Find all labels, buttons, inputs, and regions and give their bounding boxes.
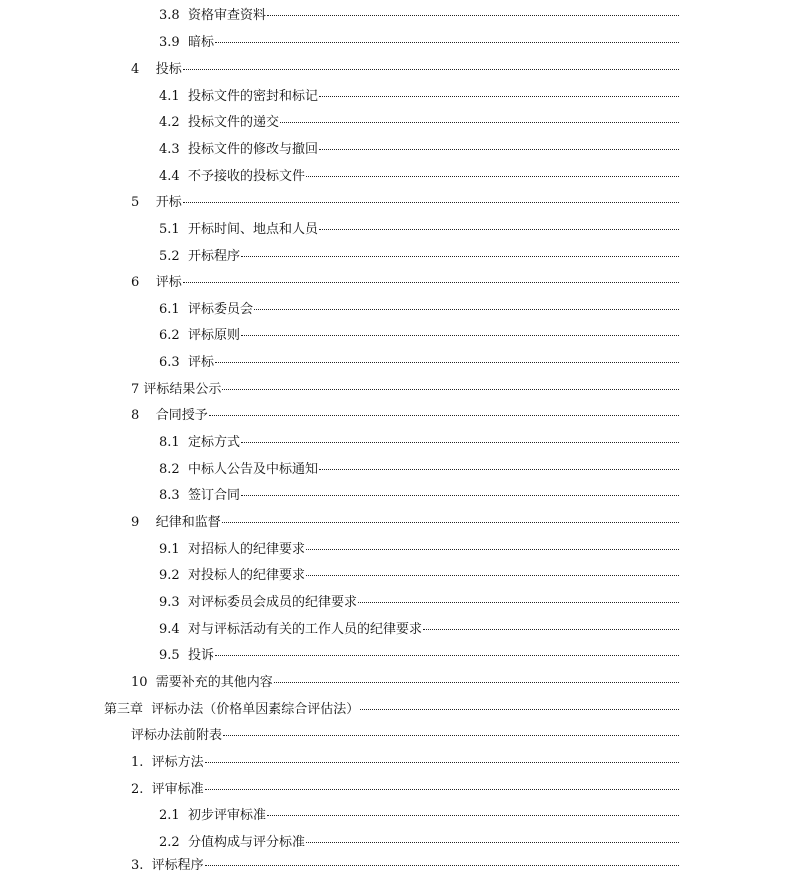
toc-entry-text: 9.1 对招标人的纪律要求	[159, 542, 305, 557]
toc-entry-text: 9.5 投诉	[159, 648, 214, 663]
toc-leader-dots	[215, 362, 679, 363]
toc-entry-text: 5.2 开标程序	[159, 249, 240, 264]
toc-entry[interactable]	[131, 57, 679, 83]
toc-entry-text: 5 开标	[131, 195, 182, 210]
toc-entry-text: 3.9 暗标	[159, 35, 214, 50]
toc-entry-text: 评标办法前附表	[131, 728, 223, 743]
toc-entry[interactable]	[159, 643, 679, 669]
toc-leader-dots	[280, 122, 679, 123]
toc-entry[interactable]	[159, 350, 679, 376]
toc-entry-text: 8 合同授予	[131, 408, 208, 423]
toc-entry[interactable]	[131, 270, 679, 296]
toc-entry[interactable]	[159, 297, 679, 323]
toc-entry[interactable]	[131, 670, 679, 696]
toc-entry[interactable]	[159, 323, 679, 349]
toc-entry[interactable]	[131, 853, 679, 879]
toc-leader-dots	[306, 549, 679, 550]
toc-leader-dots	[241, 335, 679, 336]
toc-leader-dots	[306, 176, 679, 177]
toc-entry-text: 9.3 对评标委员会成员的纪律要求	[159, 595, 357, 610]
toc-entry[interactable]	[159, 590, 679, 616]
toc-leader-dots	[423, 629, 679, 630]
toc-entry[interactable]	[159, 457, 679, 483]
toc-entry[interactable]	[159, 244, 679, 270]
toc-entry[interactable]	[159, 3, 679, 29]
toc-leader-dots	[274, 682, 679, 683]
toc-leader-dots	[319, 96, 679, 97]
toc-entry[interactable]	[131, 723, 679, 749]
toc-entry[interactable]	[159, 217, 679, 243]
toc-leader-dots	[319, 229, 679, 230]
toc-entry[interactable]	[159, 803, 679, 829]
toc-entry-text: 3.8 资格审查资料	[159, 8, 266, 23]
toc-leader-dots	[358, 602, 679, 603]
toc-entry[interactable]	[131, 777, 679, 803]
toc-entry[interactable]	[159, 537, 679, 563]
toc-entry-text: 2.2 分值构成与评分标准	[159, 835, 305, 850]
toc-entry-text: 9 纪律和监督	[131, 515, 221, 530]
toc-leader-dots	[319, 469, 679, 470]
toc-leader-dots	[183, 282, 679, 283]
toc-leader-dots	[267, 815, 679, 816]
toc-leader-dots	[205, 865, 679, 866]
toc-leader-dots	[241, 256, 679, 257]
toc-leader-dots	[183, 69, 679, 70]
toc-entry-text: 8.3 签订合同	[159, 488, 240, 503]
toc-leader-dots	[205, 762, 679, 763]
toc-entry[interactable]	[131, 750, 679, 776]
toc-leader-dots	[215, 655, 679, 656]
toc-entry-text: 8.2 中标人公告及中标通知	[159, 462, 318, 477]
toc-leader-dots	[223, 735, 679, 736]
toc-leader-dots	[205, 789, 679, 790]
toc-entry[interactable]	[159, 110, 679, 136]
toc-entry-text: 5.1 开标时间、地点和人员	[159, 222, 318, 237]
toc-leader-dots	[306, 575, 679, 576]
toc-entry[interactable]	[159, 30, 679, 56]
toc-entry-text: 4.4 不予接收的投标文件	[159, 169, 305, 184]
toc-entry-text: 3. 评标程序	[131, 858, 204, 873]
toc-entry[interactable]	[131, 403, 679, 429]
toc-leader-dots	[254, 309, 679, 310]
toc-entry[interactable]	[131, 377, 679, 403]
toc-entry-text: 2. 评审标准	[131, 782, 204, 797]
toc-entry[interactable]	[159, 84, 679, 110]
toc-entry-text: 7 评标结果公示	[131, 382, 222, 397]
toc-entry[interactable]	[159, 137, 679, 163]
toc-entry-text: 4.3 投标文件的修改与撤回	[159, 142, 318, 157]
toc-entry[interactable]	[159, 617, 679, 643]
toc-leader-dots	[241, 495, 679, 496]
toc-entry-text: 9.4 对与评标活动有关的工作人员的纪律要求	[159, 622, 422, 637]
toc-entry[interactable]	[159, 164, 679, 190]
toc-entry-text: 第三章 评标办法（价格单因素综合评估法）	[104, 702, 360, 717]
toc-entry[interactable]	[131, 190, 679, 216]
toc-entry[interactable]	[159, 483, 679, 509]
toc-entry-text: 4 投标	[131, 62, 182, 77]
toc-entry[interactable]	[131, 510, 679, 536]
toc-entry[interactable]	[159, 563, 679, 589]
toc-entry-text: 6 评标	[131, 275, 182, 290]
toc-entry-text: 1. 评标方法	[131, 755, 204, 770]
toc-entry-text: 6.1 评标委员会	[159, 302, 253, 317]
toc-leader-dots	[319, 149, 679, 150]
toc-leader-dots	[360, 709, 679, 710]
toc-leader-dots	[183, 202, 679, 203]
toc-leader-dots	[306, 842, 679, 843]
toc-entry-text: 10 需要补充的其他内容	[131, 675, 273, 690]
toc-leader-dots	[241, 442, 679, 443]
toc-entry-text: 4.1 投标文件的密封和标记	[159, 89, 318, 104]
toc-leader-dots	[222, 522, 679, 523]
toc-leader-dots	[209, 415, 679, 416]
toc-leader-dots	[222, 389, 679, 390]
toc-leader-dots	[215, 42, 679, 43]
toc-leader-dots	[267, 15, 679, 16]
toc-entry-text: 9.2 对投标人的纪律要求	[159, 568, 305, 583]
toc-entry-text: 4.2 投标文件的递交	[159, 115, 279, 130]
toc-chapter-entry[interactable]	[104, 697, 679, 723]
toc-entry-text: 6.2 评标原则	[159, 328, 240, 343]
toc-entry[interactable]	[159, 430, 679, 456]
toc-entry-text: 2.1 初步评审标准	[159, 808, 266, 823]
toc-entry-text: 8.1 定标方式	[159, 435, 240, 450]
toc-entry-text: 6.3 评标	[159, 355, 214, 370]
